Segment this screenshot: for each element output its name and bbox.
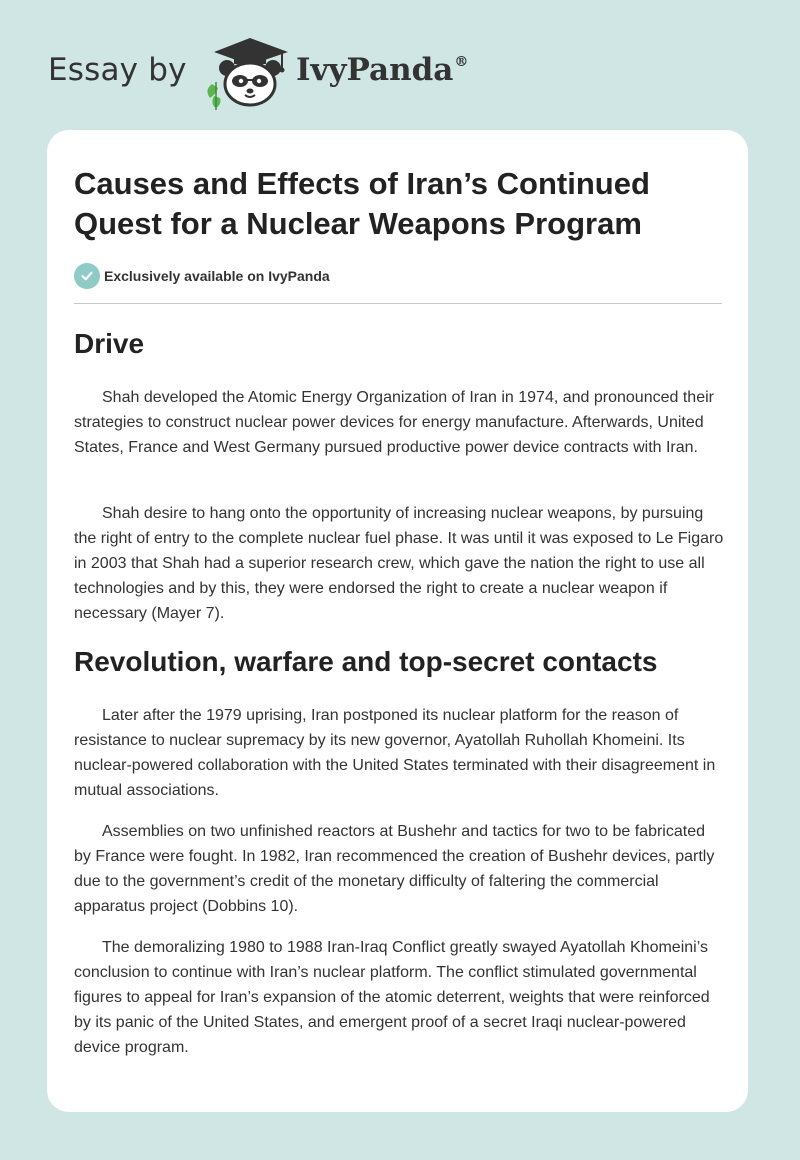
exclusive-label: Exclusively available on IvyPanda [104,268,330,284]
paragraph: Later after the 1979 uprising, Iran postponed its nuclear platform for the reason of resistance to nuclear supremacy by its new governor, Ayatollah Ruhollah Khomeini. Its nuclear-powered collaboration with the United States terminated with their disagreement in mutual associations. [74,707,716,799]
section-heading-revolution: Revolution, warfare and top-secret contacts [74,646,658,677]
article-card [47,130,748,1112]
paragraph: Shah developed the Atomic Energy Organization of Iran in 1974, and pronounced their strategies to construct nuclear power devices for energy manufacture. Afterwards, United States, France and West Germany pursued productive power device contracts with Iran. [74,389,714,456]
panda-logo-icon [202,34,292,110]
site-header [48,30,748,110]
paragraph: Shah desire to hang onto the opportunity of increasing nuclear weapons, by pursuing the right of entry to the complete nuclear fuel phase. It was until it was exposed to Le Figaro in 2003 that Shah had a superior research crew, which gave the nation the right to use all technologies and by this, they were endorsed the right to create a nuclear weapon if necessary (Mayer 7). [74,505,724,622]
brand-name[interactable]: IvyPanda® [296,52,469,88]
checkmark-icon [74,263,100,289]
essay-by-text: Essay by [48,52,187,88]
paragraph: Assemblies on two unfinished reactors at Bushehr and tactics for two to be fabricated by France were fought. In 1982, Iran recommenced the creation of Bushehr devices, partly due to the government’s credit of the monetary difficulty of faltering the commercial apparatus project (Dobbins 10). [74,823,715,915]
paragraph: The demoralizing 1980 to 1988 Iran-Iraq Conflict greatly swayed Ayatollah Khomeini’s conclusion to continue with Iran’s nuclear platform. The conflict stimulated governmental figures to appeal for Iran’s expansion of the atomic deterrent, weights that were reinforced by its panic of the United States, and emergent proof of a secret Iraqi nuclear-powered device program. [74,939,710,1056]
section-heading-drive: Drive [74,328,145,359]
exclusive-badge [74,263,330,289]
article-title: Causes and Effects of Iran’s Continued Quest for a Nuclear Weapons Program [74,166,650,241]
divider [74,303,722,304]
registered-mark: ® [454,54,469,70]
